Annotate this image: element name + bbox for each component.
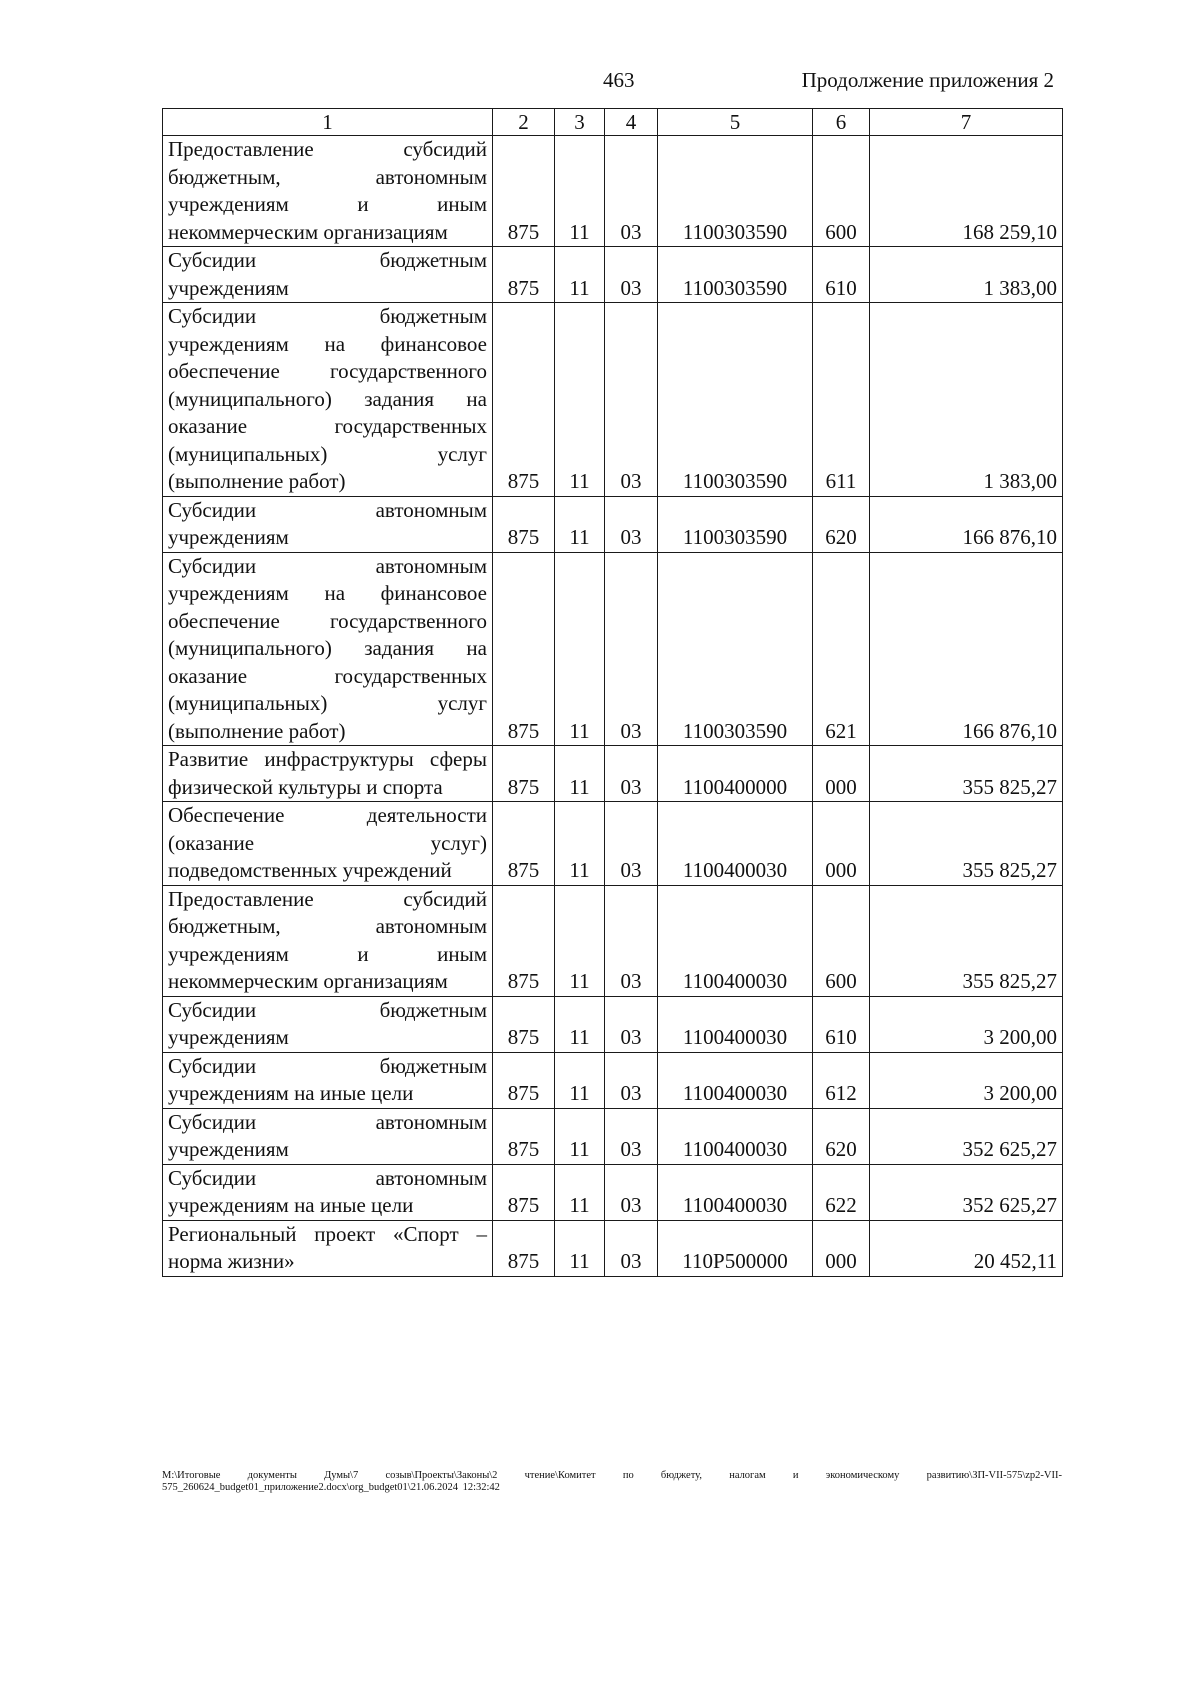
row-amount: 1 383,00 — [870, 247, 1063, 303]
row-name-text: Субсидии автономным учреждениям — [168, 1109, 487, 1161]
row-expense-type: 611 — [813, 303, 870, 497]
row-admin-code: 875 — [493, 1164, 555, 1220]
column-header-6: 6 — [813, 109, 870, 136]
row-section: 11 — [555, 1164, 605, 1220]
row-section: 11 — [555, 1052, 605, 1108]
row-amount: 355 825,27 — [870, 746, 1063, 802]
row-expense-type: 620 — [813, 496, 870, 552]
table-row — [163, 1164, 1063, 1220]
row-name-text: Субсидии бюджетным учреждениям — [168, 997, 487, 1049]
column-header-3: 3 — [555, 109, 605, 136]
row-expense-type: 600 — [813, 136, 870, 247]
row-amount: 3 200,00 — [870, 996, 1063, 1052]
row-amount: 168 259,10 — [870, 136, 1063, 247]
row-section: 11 — [555, 1108, 605, 1164]
row-name-text: Развитие инфраструктуры сферы физической культуры и спорта — [168, 747, 487, 799]
table-row — [163, 1220, 1063, 1276]
table-row — [163, 746, 1063, 802]
row-name-text: Предоставление субсидий бюджетным, автономным учреждениям и иным некоммерческим организациям — [168, 137, 487, 244]
row-admin-code: 875 — [493, 303, 555, 497]
row-section: 11 — [555, 496, 605, 552]
row-name-text: Предоставление субсидий бюджетным, автономным учреждениям и иным некоммерческим организациям — [168, 886, 487, 993]
row-amount: 166 876,10 — [870, 496, 1063, 552]
row-name-text: Субсидии автономным учреждениям на иные цели — [168, 1165, 487, 1217]
row-target-article: 110Р500000 — [658, 1220, 813, 1276]
row-name — [163, 885, 493, 996]
row-expense-type: 610 — [813, 247, 870, 303]
row-name — [163, 1108, 493, 1164]
row-section: 11 — [555, 303, 605, 497]
row-name-text: Региональный проект «Спорт – норма жизни» — [168, 1221, 487, 1273]
row-admin-code: 875 — [493, 1108, 555, 1164]
table-row — [163, 496, 1063, 552]
row-admin-code: 875 — [493, 885, 555, 996]
table-header-row — [163, 109, 1063, 136]
row-target-article: 1100400030 — [658, 996, 813, 1052]
row-amount: 352 625,27 — [870, 1164, 1063, 1220]
row-section: 11 — [555, 885, 605, 996]
row-subsection: 03 — [605, 802, 658, 886]
table-row — [163, 303, 1063, 497]
row-section: 11 — [555, 247, 605, 303]
row-target-article: 1100400000 — [658, 746, 813, 802]
row-admin-code: 875 — [493, 1220, 555, 1276]
row-expense-type: 620 — [813, 1108, 870, 1164]
row-amount: 352 625,27 — [870, 1108, 1063, 1164]
row-target-article: 1100400030 — [658, 802, 813, 886]
column-header-5: 5 — [658, 109, 813, 136]
table-row — [163, 552, 1063, 746]
row-target-article: 1100400030 — [658, 1164, 813, 1220]
row-name — [163, 746, 493, 802]
table-row — [163, 136, 1063, 247]
document-path-footer: M:\Итоговые документы Думы\7 созыв\Проекты\Законы\2 чтение\Комитет по бюджету, налогам и экономическому развитию\ЗП-VII-575\zp2-VII-575_260624_budget01_приложение2.docx\org_budget01\21.06.2024 12:32:42 — [162, 1470, 1062, 1493]
row-admin-code: 875 — [493, 802, 555, 886]
row-amount: 3 200,00 — [870, 1052, 1063, 1108]
row-subsection: 03 — [605, 303, 658, 497]
budget-table — [162, 108, 1063, 1277]
row-expense-type: 610 — [813, 996, 870, 1052]
row-amount: 1 383,00 — [870, 303, 1063, 497]
row-name — [163, 136, 493, 247]
row-admin-code: 875 — [493, 136, 555, 247]
row-section: 11 — [555, 802, 605, 886]
column-header-4: 4 — [605, 109, 658, 136]
row-name — [163, 1164, 493, 1220]
row-name — [163, 552, 493, 746]
row-section: 11 — [555, 136, 605, 247]
row-name — [163, 247, 493, 303]
row-target-article: 1100303590 — [658, 247, 813, 303]
row-subsection: 03 — [605, 996, 658, 1052]
row-section: 11 — [555, 746, 605, 802]
row-target-article: 1100400030 — [658, 1108, 813, 1164]
continuation-label: Продолжение приложения 2 — [801, 68, 1054, 92]
row-section: 11 — [555, 1220, 605, 1276]
row-name — [163, 1052, 493, 1108]
row-admin-code: 875 — [493, 1052, 555, 1108]
row-target-article: 1100303590 — [658, 552, 813, 746]
row-subsection: 03 — [605, 746, 658, 802]
page-number: 463 — [603, 68, 635, 92]
row-name-text: Обеспечение деятельности (оказание услуг) подведомственных учреждений — [168, 803, 487, 882]
row-amount: 355 825,27 — [870, 802, 1063, 886]
row-subsection: 03 — [605, 1052, 658, 1108]
row-target-article: 1100303590 — [658, 303, 813, 497]
row-subsection: 03 — [605, 1220, 658, 1276]
row-amount: 20 452,11 — [870, 1220, 1063, 1276]
row-name-text: Субсидии бюджетным учреждениям на иные цели — [168, 1053, 487, 1105]
row-expense-type: 612 — [813, 1052, 870, 1108]
row-name-text: Субсидии бюджетным учреждениям на финансовое обеспечение государственного (муниципального) задания на оказание государственных (муниципальных) услуг (выполнение работ) — [168, 304, 487, 493]
table-row — [163, 1052, 1063, 1108]
table-row — [163, 885, 1063, 996]
row-name — [163, 802, 493, 886]
row-subsection: 03 — [605, 1108, 658, 1164]
row-expense-type: 621 — [813, 552, 870, 746]
row-expense-type: 000 — [813, 802, 870, 886]
row-subsection: 03 — [605, 496, 658, 552]
table-row — [163, 1108, 1063, 1164]
row-section: 11 — [555, 552, 605, 746]
row-name-text: Субсидии автономным учреждениям на финансовое обеспечение государственного (муниципального) задания на оказание государственных (муниципальных) услуг (выполнение работ) — [168, 553, 487, 743]
row-subsection: 03 — [605, 1164, 658, 1220]
column-header-1: 1 — [163, 109, 493, 136]
row-admin-code: 875 — [493, 552, 555, 746]
row-subsection: 03 — [605, 247, 658, 303]
row-name — [163, 1220, 493, 1276]
row-expense-type: 622 — [813, 1164, 870, 1220]
row-amount: 166 876,10 — [870, 552, 1063, 746]
row-admin-code: 875 — [493, 996, 555, 1052]
table-row — [163, 802, 1063, 886]
column-header-2: 2 — [493, 109, 555, 136]
row-admin-code: 875 — [493, 247, 555, 303]
row-name-text: Субсидии бюджетным учреждениям — [168, 248, 487, 300]
row-section: 11 — [555, 996, 605, 1052]
column-header-7: 7 — [870, 109, 1063, 136]
row-expense-type: 600 — [813, 885, 870, 996]
row-target-article: 1100303590 — [658, 496, 813, 552]
row-name — [163, 496, 493, 552]
row-name-text: Субсидии автономным учреждениям — [168, 497, 487, 549]
row-subsection: 03 — [605, 136, 658, 247]
table-row — [163, 996, 1063, 1052]
row-name — [163, 996, 493, 1052]
row-expense-type: 000 — [813, 1220, 870, 1276]
row-target-article: 1100303590 — [658, 136, 813, 247]
row-admin-code: 875 — [493, 746, 555, 802]
row-name — [163, 303, 493, 497]
row-admin-code: 875 — [493, 496, 555, 552]
row-amount: 355 825,27 — [870, 885, 1063, 996]
row-expense-type: 000 — [813, 746, 870, 802]
row-subsection: 03 — [605, 552, 658, 746]
row-target-article: 1100400030 — [658, 885, 813, 996]
row-target-article: 1100400030 — [658, 1052, 813, 1108]
row-subsection: 03 — [605, 885, 658, 996]
table-row — [163, 247, 1063, 303]
